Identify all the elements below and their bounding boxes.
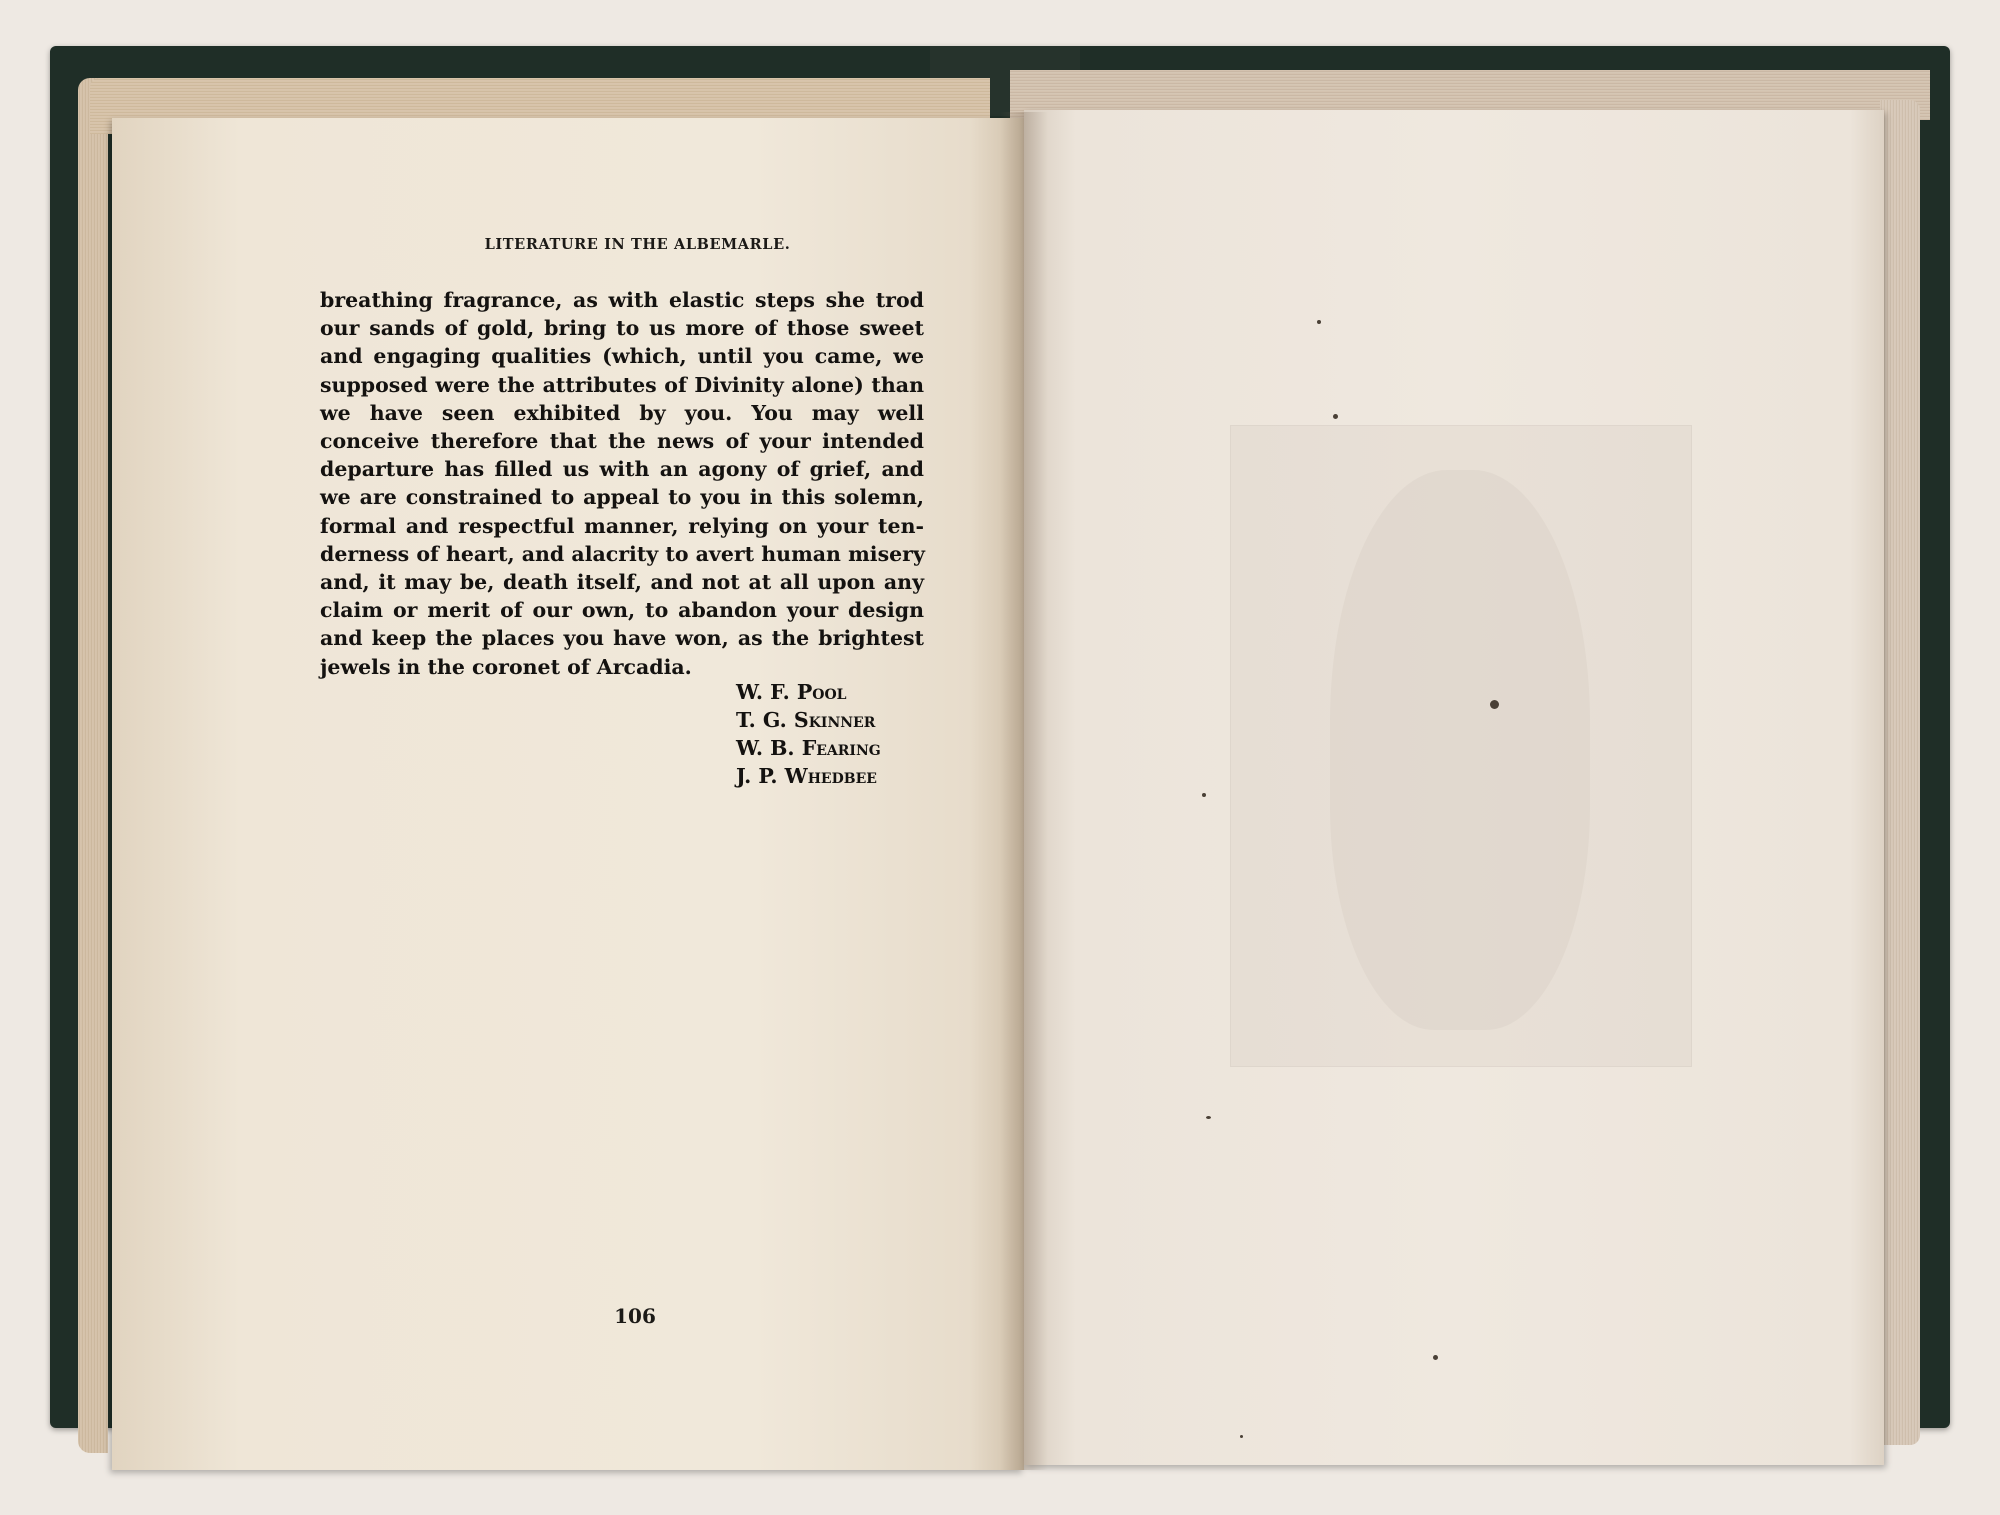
paper-speck [1317,320,1321,324]
signature-name: T. G. Skinner [736,708,876,732]
body-line: we have seen exhibited by you. You may well [320,400,924,425]
body-line: and keep the places you have won, as the brightest [320,626,924,651]
body-line: formal and respectful manner, relying on your ten- [320,513,924,538]
body-line: claim or merit of our own, to abandon your design [320,598,924,623]
signature-block [736,678,881,790]
page-number: 106 [614,1304,656,1328]
body-line: breathing fragrance, as with elastic steps she trod [320,288,924,312]
book-gutter [1000,112,1048,1470]
body-line: and engaging qualities (which, until you came, we [320,344,924,369]
body-line: departure has filled us with an agony of grief, and [320,457,924,482]
body-line: conceive therefore that the news of your intended [320,429,924,454]
signature-name: W. B. Fearing [736,736,881,760]
body-line: derness of heart, and alacrity to avert human misery [320,541,925,566]
paper-speck [1433,1355,1438,1360]
body-line: jewels in the coronet of Arcadia. [320,654,692,679]
signature-name: J. P. Whedbee [736,764,877,788]
body-line: we are constrained to appeal to you in this solemn, [320,485,924,510]
page-edges-right [1880,100,1920,1445]
page-edges-left [78,78,108,1453]
signature-name: W. F. Pool [736,680,847,704]
running-head: LITERATURE IN THE ALBEMARLE. [484,236,791,253]
body-line: supposed were the attributes of Divinity alone) than [320,372,924,397]
paper-speck [1490,700,1499,709]
body-text [320,286,924,681]
body-line: and, it may be, death itself, and not at all upon any [320,570,924,595]
show-through-portrait [1330,470,1590,1030]
body-line: our sands of gold, bring to us more of those sweet [320,316,924,341]
paper-speck [1240,1435,1243,1438]
paper-speck [1206,1116,1211,1119]
paper-speck [1333,414,1338,419]
paper-speck [1202,793,1206,797]
